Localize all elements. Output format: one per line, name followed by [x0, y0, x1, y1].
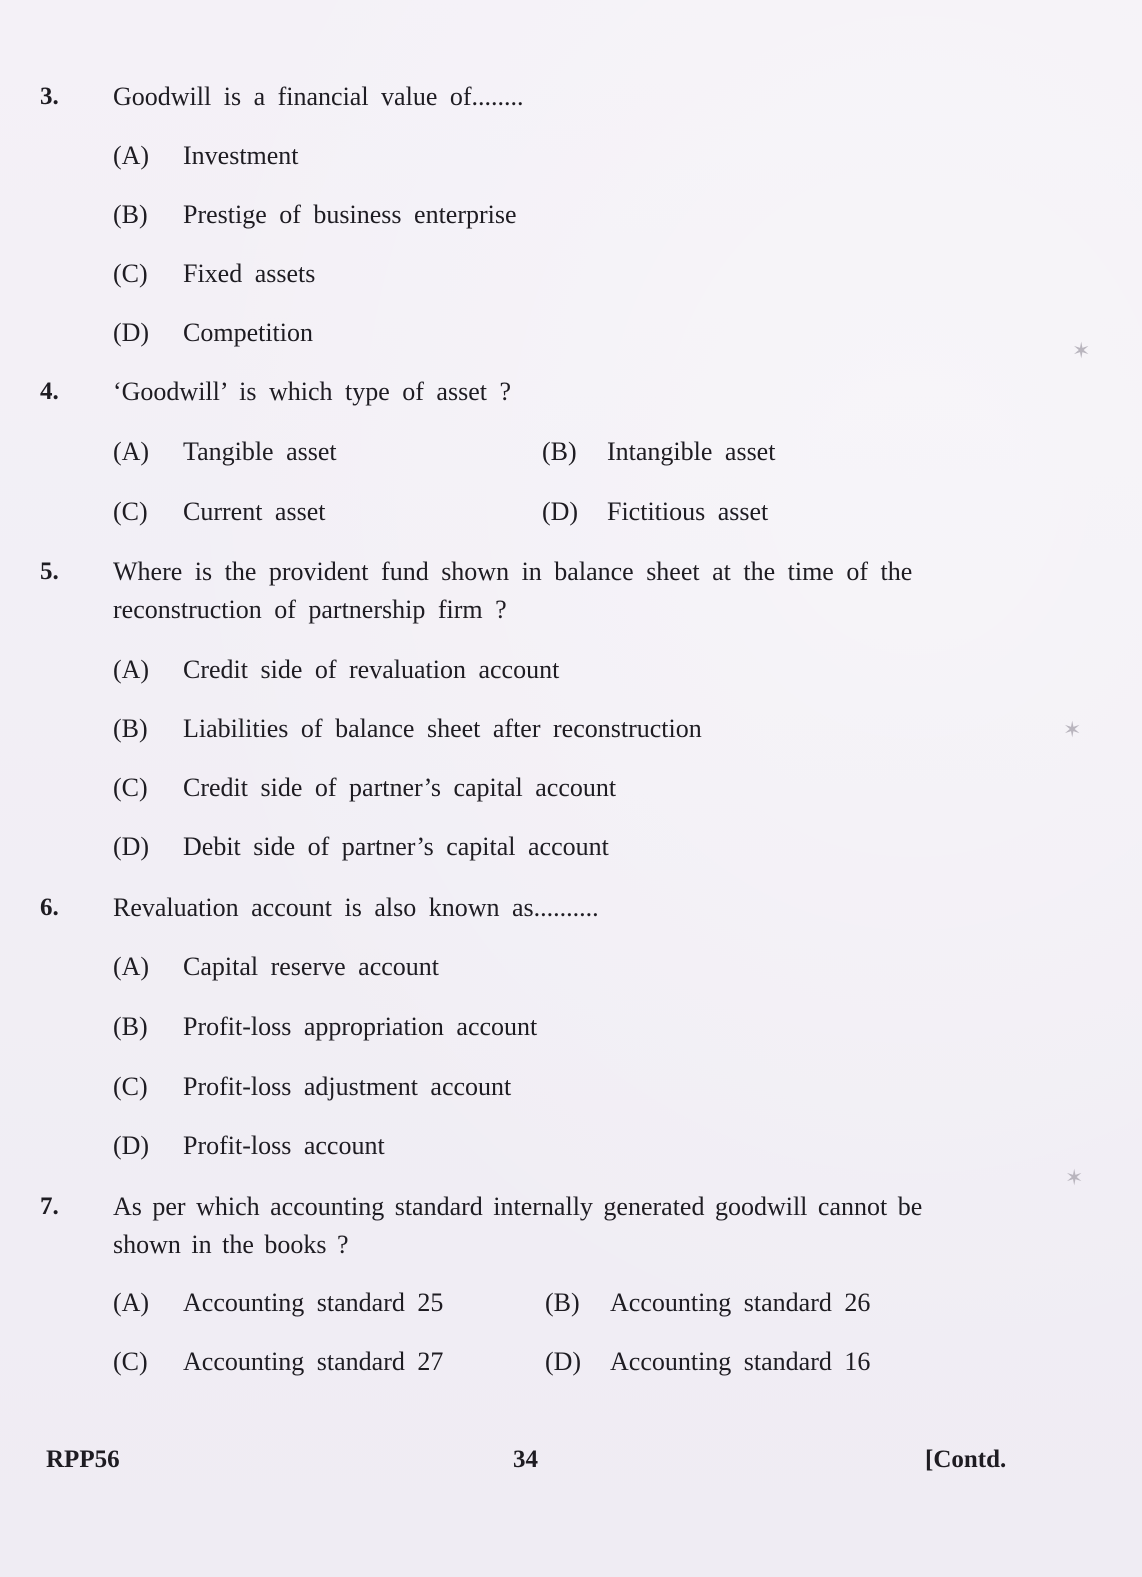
question-number: 5.	[40, 558, 59, 585]
option-text: Fixed assets	[183, 259, 316, 288]
question-text: ‘Goodwill’ is which type of asset ?	[113, 377, 511, 406]
option-c	[113, 1069, 511, 1105]
question-text: As per which accounting standard internally generated goodwill cannot be shown in the books ?	[113, 1192, 923, 1259]
option-label: (A)	[113, 952, 150, 981]
option-text: Debit side of partner’s capital account	[183, 832, 609, 861]
page-number: 34	[513, 1446, 538, 1473]
question-number: 4.	[40, 378, 59, 405]
option-text: Credit side of partner’s capital account	[183, 773, 617, 802]
option-text: Intangible asset	[607, 437, 776, 466]
option-d	[113, 1128, 385, 1164]
option-label: (C)	[113, 259, 148, 288]
option-b	[545, 1285, 870, 1321]
option-a	[113, 434, 337, 470]
option-text: Prestige of business enterprise	[183, 200, 517, 229]
option-text: Accounting standard 26	[610, 1288, 871, 1317]
option-label: (D)	[113, 832, 150, 861]
option-label: (A)	[113, 1288, 150, 1317]
option-d	[545, 1344, 870, 1380]
option-text: Competition	[183, 318, 313, 347]
option-text: Investment	[183, 141, 299, 170]
option-label: (C)	[113, 1072, 148, 1101]
option-text: Profit-loss account	[183, 1131, 385, 1160]
question-number: 6.	[40, 894, 59, 921]
option-label: (B)	[545, 1288, 580, 1317]
option-label: (C)	[113, 1347, 148, 1376]
scan-mark-icon: ✶	[1065, 1165, 1084, 1190]
option-label: (A)	[113, 437, 150, 466]
option-c	[113, 1344, 443, 1380]
option-label: (A)	[113, 655, 150, 684]
option-b	[113, 197, 517, 233]
question-text: Where is the provident fund shown in balance sheet at the time of the reconstruction of partnership firm ?	[113, 557, 913, 624]
option-label: (B)	[113, 200, 148, 229]
question-number: 7.	[40, 1193, 59, 1220]
option-text: Tangible asset	[183, 437, 337, 466]
option-label: (C)	[113, 497, 148, 526]
option-a	[113, 138, 299, 174]
option-text: Current asset	[183, 497, 326, 526]
option-text: Accounting standard 25	[183, 1288, 444, 1317]
question-text: Revaluation account is also known as..........	[113, 893, 599, 922]
option-b	[113, 711, 702, 747]
option-c	[113, 494, 325, 530]
option-a	[113, 949, 439, 985]
continued-marker: [Contd.	[925, 1446, 1007, 1473]
option-label: (D)	[545, 1347, 582, 1376]
option-text: Liabilities of balance sheet after reconstruction	[183, 714, 702, 743]
paper-code: RPP56	[46, 1446, 120, 1473]
option-text: Fictitious asset	[607, 497, 769, 526]
option-label: (B)	[113, 714, 148, 743]
option-label: (D)	[113, 318, 150, 347]
option-b	[542, 434, 775, 470]
scan-mark-icon: ✶	[1063, 717, 1082, 742]
option-d	[113, 315, 313, 351]
option-text: Profit-loss adjustment account	[183, 1072, 512, 1101]
option-text: Accounting standard 16	[610, 1347, 871, 1376]
option-d	[113, 829, 609, 865]
question-number: 3.	[40, 83, 59, 110]
option-text: Accounting standard 27	[183, 1347, 444, 1376]
option-d	[542, 494, 768, 530]
option-a	[113, 652, 559, 688]
option-label: (C)	[113, 773, 148, 802]
option-text: Capital reserve account	[183, 952, 439, 981]
option-text: Credit side of revaluation account	[183, 655, 560, 684]
question-text: Goodwill is a financial value of........	[113, 82, 524, 111]
option-text: Profit-loss appropriation account	[183, 1012, 538, 1041]
option-label: (D)	[113, 1131, 150, 1160]
option-c	[113, 770, 616, 806]
option-label: (D)	[542, 497, 579, 526]
option-a	[113, 1285, 443, 1321]
option-b	[113, 1009, 537, 1045]
option-label: (A)	[113, 141, 150, 170]
option-label: (B)	[113, 1012, 148, 1041]
option-c	[113, 256, 315, 292]
option-label: (B)	[542, 437, 577, 466]
scan-mark-icon: ✶	[1072, 338, 1091, 363]
